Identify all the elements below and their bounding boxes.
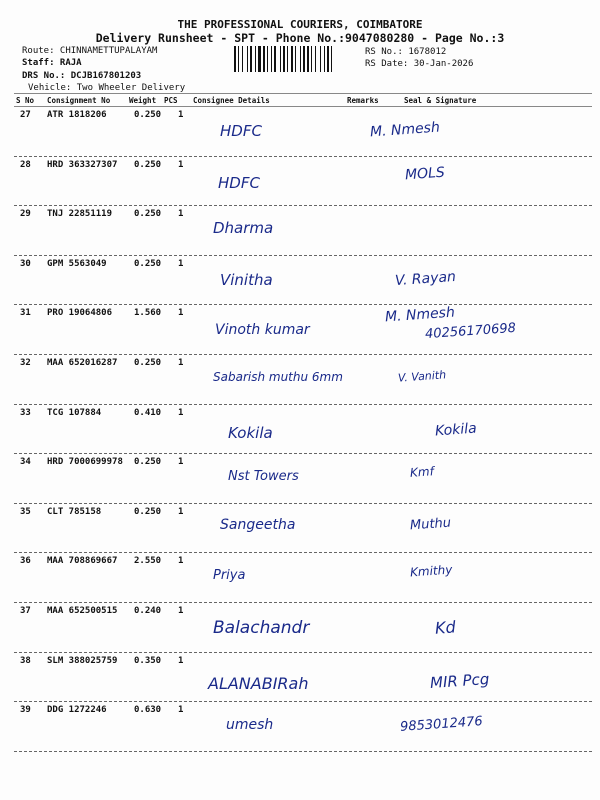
col-weight: Weight: [129, 96, 157, 105]
row-consignment: MAA 708869667: [47, 556, 118, 567]
runsheet-subtitle: Delivery Runsheet - SPT - Phone No.:9047080280 - Page No.:3: [95, 31, 505, 45]
drs-number: DRS No.: DCJB167801203: [22, 71, 142, 81]
row-weight: 0.250: [134, 506, 162, 517]
row-weight: 0.350: [134, 655, 162, 666]
row-pcs: 1: [178, 506, 184, 517]
row-pcs: 1: [178, 159, 184, 170]
company-title: THE PROFESSIONAL COURIERS, COIMBATORE: [177, 18, 423, 31]
row-divider: [14, 205, 592, 206]
row-sno: 32: [20, 358, 31, 368]
row-pcs: 1: [178, 556, 184, 567]
row-weight: 1.560: [134, 308, 162, 319]
row-divider: [14, 602, 592, 603]
route-label: Route: CHINNAMETTUPALAYAM: [22, 46, 158, 56]
row-consignment: MAA 652500515: [47, 606, 118, 616]
vehicle-label: Vehicle: Two Wheeler Delivery: [28, 83, 186, 93]
row-weight: 0.250: [134, 358, 162, 368]
row-divider: [14, 751, 592, 752]
row-signature: M. Nmesh: [369, 119, 441, 141]
row-consignee-handwriting: Kokila: [228, 423, 273, 442]
row-divider: [14, 701, 592, 702]
row-consignee-handwriting: Balachandr: [213, 618, 310, 638]
row-consignment: PRO 19064806: [47, 308, 113, 319]
row-weight: 0.250: [134, 457, 162, 468]
row-weight: 0.250: [134, 209, 162, 220]
row-sno: 28: [20, 159, 31, 170]
row-signature: M. Nmesh: [384, 304, 456, 326]
row-consignee-handwriting: ALANABIRah: [208, 673, 309, 693]
row-sno: 31: [20, 308, 31, 319]
row-sno: 37: [20, 606, 31, 616]
row-divider: [14, 552, 592, 553]
row-divider: [14, 503, 592, 504]
row-divider: [14, 255, 592, 256]
row-divider: [14, 404, 592, 405]
row-consignee-handwriting: Sabarish muthu 6mm: [213, 370, 343, 384]
row-consignment: GPM 5563049: [47, 258, 107, 269]
col-seal-signature: Seal & Signature: [404, 96, 477, 105]
row-signature: 40256170698: [424, 321, 517, 343]
col-consignee: Consignee Details: [193, 96, 270, 105]
row-signature: V. Vanith: [397, 368, 447, 385]
row-weight: 0.250: [134, 110, 162, 120]
row-consignment: CLT 785158: [47, 506, 102, 517]
row-signature: MIR Pcg: [429, 669, 490, 692]
row-consignee-handwriting: HDFC: [218, 173, 260, 192]
row-weight: 0.250: [134, 159, 162, 170]
row-pcs: 1: [178, 705, 184, 716]
row-consignee-handwriting: Vinoth kumar: [215, 322, 310, 339]
barcode: [234, 46, 360, 72]
row-consignment: MAA 652016287: [47, 358, 118, 368]
row-sno: 35: [20, 506, 31, 517]
row-divider: [14, 156, 592, 157]
row-sno: 38: [20, 655, 31, 666]
row-consignee-handwriting: Sangeetha: [220, 516, 296, 533]
row-signature: Kokila: [434, 420, 478, 440]
row-divider: [14, 304, 592, 305]
row-consignee-handwriting: umesh: [226, 717, 274, 734]
row-divider: [14, 354, 592, 355]
row-consignee-handwriting: HDFC: [220, 122, 262, 140]
col-pcs: PCS: [164, 96, 178, 105]
row-consignment: SLM 388025759: [47, 655, 118, 666]
header-bottom-rule: [14, 106, 592, 107]
col-remarks: Remarks: [347, 96, 379, 105]
col-sno: S No: [16, 96, 35, 105]
row-pcs: 1: [178, 209, 184, 220]
row-weight: 0.250: [134, 258, 162, 269]
row-consignee-handwriting: Priya: [213, 568, 246, 584]
row-sno: 39: [20, 705, 31, 716]
row-sno: 29: [20, 209, 31, 220]
row-consignee-handwriting: Vinitha: [220, 270, 273, 289]
row-sno: 30: [20, 258, 31, 269]
row-signature: Muthu: [409, 515, 452, 534]
rs-number: RS No.: 1678012: [365, 47, 447, 57]
row-pcs: 1: [178, 258, 184, 269]
row-pcs: 1: [178, 606, 184, 616]
row-pcs: 1: [178, 358, 184, 368]
row-consignment: ATR 1818206: [47, 110, 107, 120]
row-consignee-handwriting: Dharma: [213, 219, 274, 238]
row-weight: 0.630: [134, 705, 162, 716]
row-signature: MOLS: [404, 164, 446, 183]
row-sno: 36: [20, 556, 31, 567]
row-weight: 0.410: [134, 407, 162, 418]
row-divider: [14, 453, 592, 454]
row-signature: Kmithy: [409, 562, 453, 580]
row-consignment: DDG 1272246: [47, 705, 107, 716]
row-consignee-handwriting: Nst Towers: [228, 469, 299, 485]
row-pcs: 1: [178, 110, 184, 120]
row-signature: 9853012476: [399, 714, 484, 736]
row-pcs: 1: [178, 308, 184, 319]
header-top-rule: [14, 93, 592, 94]
row-pcs: 1: [178, 457, 184, 468]
col-consignment: Consignment No: [47, 96, 111, 105]
row-signature: Kmf: [409, 464, 435, 481]
row-pcs: 1: [178, 655, 184, 666]
staff-label: Staff: RAJA: [22, 58, 82, 68]
row-consignment: TCG 107884: [47, 407, 102, 418]
row-consignment: HRD 7000699978: [47, 457, 123, 468]
row-weight: 2.550: [134, 556, 162, 567]
row-signature: Kd: [434, 617, 457, 638]
row-sno: 33: [20, 407, 31, 418]
row-signature: V. Rayan: [394, 268, 457, 289]
row-sno: 27: [20, 110, 31, 120]
row-consignment: HRD 363327307: [47, 159, 118, 170]
row-weight: 0.240: [134, 606, 162, 616]
row-consignment: TNJ 22851119: [47, 209, 113, 220]
row-sno: 34: [20, 457, 31, 468]
row-divider: [14, 652, 592, 653]
row-pcs: 1: [178, 407, 184, 418]
rs-date: RS Date: 30-Jan-2026: [365, 59, 474, 69]
